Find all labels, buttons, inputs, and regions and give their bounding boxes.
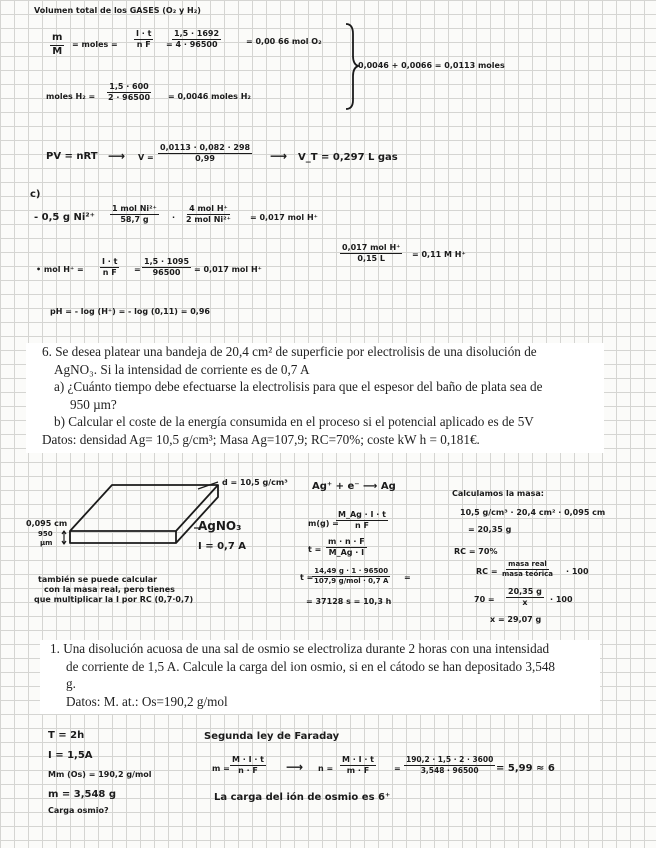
arrow-icon: ⟶ [270,149,288,163]
rc-formula-lhs: RC = [476,567,498,576]
total-volume-result: V_T = 0,297 L gas [298,152,398,163]
mol-h-label: • mol H⁺ = [36,265,84,274]
ph-calculation: pH = - log (H⁺) = - log (0,11) = 0,96 [50,307,210,316]
ideal-gas-law: PV = nRT [46,151,98,162]
fraction-h-values: $\frac{1,5 \cdot 1095}{96500}$ [144,257,190,278]
given-mass: m = 3,548 g [48,789,117,800]
problem-6-line: AgNO₃. Si la intensidad de corriente es de 0,7 A [54,361,310,377]
mass-calc-result: = 20,35 g [468,525,512,534]
problem-6-line: a) ¿Cuánto tiempo debe efectuarse la electrolisis para que el espesor del baño de plata sea de [54,379,543,394]
given-time: T = 2h [48,730,85,741]
h2-moles-label: moles H₂ = [46,92,96,101]
um-value: 950 [38,530,53,538]
fraction-m-over-M: $\frac{m}{M}$ [52,32,63,57]
h-moles-result: = 0,017 mol H⁺ [250,213,318,222]
problem-6-line: 6. Se desea platear una bandeja de 20,4 cm² de superficie por electrolisis de una disolución de [42,344,537,359]
problem-1-line: de corriente de 1,5 A. Calcule la carga del ion osmio, si en el cátodo se han depositado 3,548 [66,658,556,674]
problem-1-line: g. [66,676,76,691]
sketch-note: con la masa real, pero tienes [44,585,175,594]
h-moles-result-2: = 0,017 mol H⁺ [194,265,262,274]
sketch-note: que multiplicar la I por RC (0,7·0,7) [34,595,194,604]
concentration-result: = 0,11 M H⁺ [412,250,466,259]
tray-top-face [70,485,218,531]
fraction-o2-values: $\frac{1,5 \cdot 1692}{4 \cdot 96500}$ [174,29,220,50]
gases-title: Volumen total de los GASES (O₂ y H₂) [34,6,201,15]
silver-nitrate-label: AgNO₃ [198,519,242,533]
faraday-m-lhs: m = [212,764,230,773]
fraction-h2-values: $\frac{1,5 \cdot 600}{2 \cdot 96500}$ [108,82,151,103]
fraction-it-over-nf-2: $\frac{I \cdot t}{\text{n F}}$ [102,257,118,278]
faraday-law-title: Segunda ley de Faraday [204,731,340,742]
problem-6-line: Datos: densidad Ag= 10,5 g/cm³; Masa Ag=107,9; RC=70%; coste kW h = 0,181€. [42,431,480,447]
fraction-rc-values: $\frac{20,35 g}{x}$ [508,587,542,608]
part-c-label: c) [30,189,41,200]
silver-density: d = 10,5 g/cm³ [222,478,288,487]
given-molar-mass: Mm (Os) = 190,2 g/mol [48,770,152,779]
fraction-mass-formula: $\frac{M\_Ag \cdot I \cdot t}{\text{n F}}$ [338,510,386,531]
rc-equation-multiplier: · 100 [550,595,573,604]
o2-moles-result: = 0,00 66 mol O₂ [246,37,322,46]
equals-sign: = [404,573,411,582]
fraction-rc: masa real masa teórica [502,560,553,579]
time-calc-lhs: t = [300,573,314,582]
dot-operator: · [172,213,176,222]
question-charge: Carga osmio? [48,806,109,815]
equals-sign: = [394,764,401,773]
fraction-time-calc: 14,49 g · 1 · 96500 107,9 g/mol · 0,7 A [314,567,389,586]
real-mass-result: x = 29,07 g [490,615,542,624]
equals-sign: = [166,40,173,49]
time-result: = 37128 s = 10,3 h [306,597,392,606]
rc-equation-lhs: 70 = [474,595,495,604]
arrow-icon: ⟶ [286,760,304,774]
moles-equals: = moles = [72,40,118,49]
fraction-concentration: 0,017 mol H⁺ 0,15 L [342,243,401,264]
arrow-icon: ⟶ [108,149,126,163]
rc-value: RC = 70% [454,547,498,556]
tray-sides [70,485,218,543]
um-unit: µm [40,539,53,547]
nickel-start: - 0,5 g Ni²⁺ [34,212,95,223]
given-current: I = 1,5A [48,750,93,761]
tray-thickness: 0,095 cm [26,519,68,528]
charge-conclusion: La carga del ión de osmio es 6⁺ [214,792,391,803]
mass-calc-line: 10,5 g/cm³ · 20,4 cm² · 0,095 cm [460,508,606,517]
sketch-note: también se puede calcular [38,575,158,584]
fraction-volume: $\frac{0,0113 \cdot 0,082 \cdot 298}{0,99}$ [160,143,251,164]
fraction-faraday-m: $\frac{M \cdot I \cdot t}{n \cdot F}$ [232,755,264,776]
silver-reaction: Ag⁺ + e⁻ ⟶ Ag [312,481,396,492]
problem-6-line: 950 µm? [70,396,117,412]
charge-result: = 5,99 ≈ 6 [496,763,555,774]
fraction-ni-molar: 1 mol Ni²⁺ 58,7 g [112,204,157,225]
problem-6-line: b) Calcular el coste de la energía consumida en el proceso si el potencial aplicado es de 5V [54,414,534,429]
mass-calc-title: Calculamos la masa: [452,489,544,498]
fraction-charge-calc: $\frac{190,2 \cdot 1,5 \cdot 2 \cdot 3600}{3,548 \cdot 96500}$ [406,755,494,775]
current-label: I = 0,7 A [198,541,246,552]
problem-1-statement [40,640,600,714]
volume-label: V = [138,153,154,162]
mass-formula-lhs: m(g) = [308,519,339,528]
rc-multiplier: · 100 [566,567,589,576]
equals-sign: = [134,265,141,274]
total-moles-sum: 0,0046 + 0,0066 = 0,0113 moles [358,61,505,70]
fraction-h-ratio: 4 mol H⁺ 2 mol Ni²⁺ [186,204,231,225]
faraday-n-lhs: n = [318,764,334,773]
problem-1-line: Datos: M. at.: Os=190,2 g/mol [66,693,228,709]
h2-moles-result: = 0,0046 moles H₂ [168,92,251,101]
fraction-it-over-nf: $\frac{I \cdot t}{\text{n F}}$ [136,29,152,50]
summation-brace [346,24,358,109]
time-formula-lhs: t = [308,545,322,554]
fraction-faraday-n: $\frac{M \cdot I \cdot t}{m \cdot F}$ [342,755,374,776]
problem-1-line: 1. Una disolución acuosa de una sal de osmio se electroliza durante 2 horas con una intensidad [50,641,550,656]
fraction-time-formula: $\frac{m \cdot n \cdot F}{M\_Ag \cdot I}$ [328,537,365,558]
